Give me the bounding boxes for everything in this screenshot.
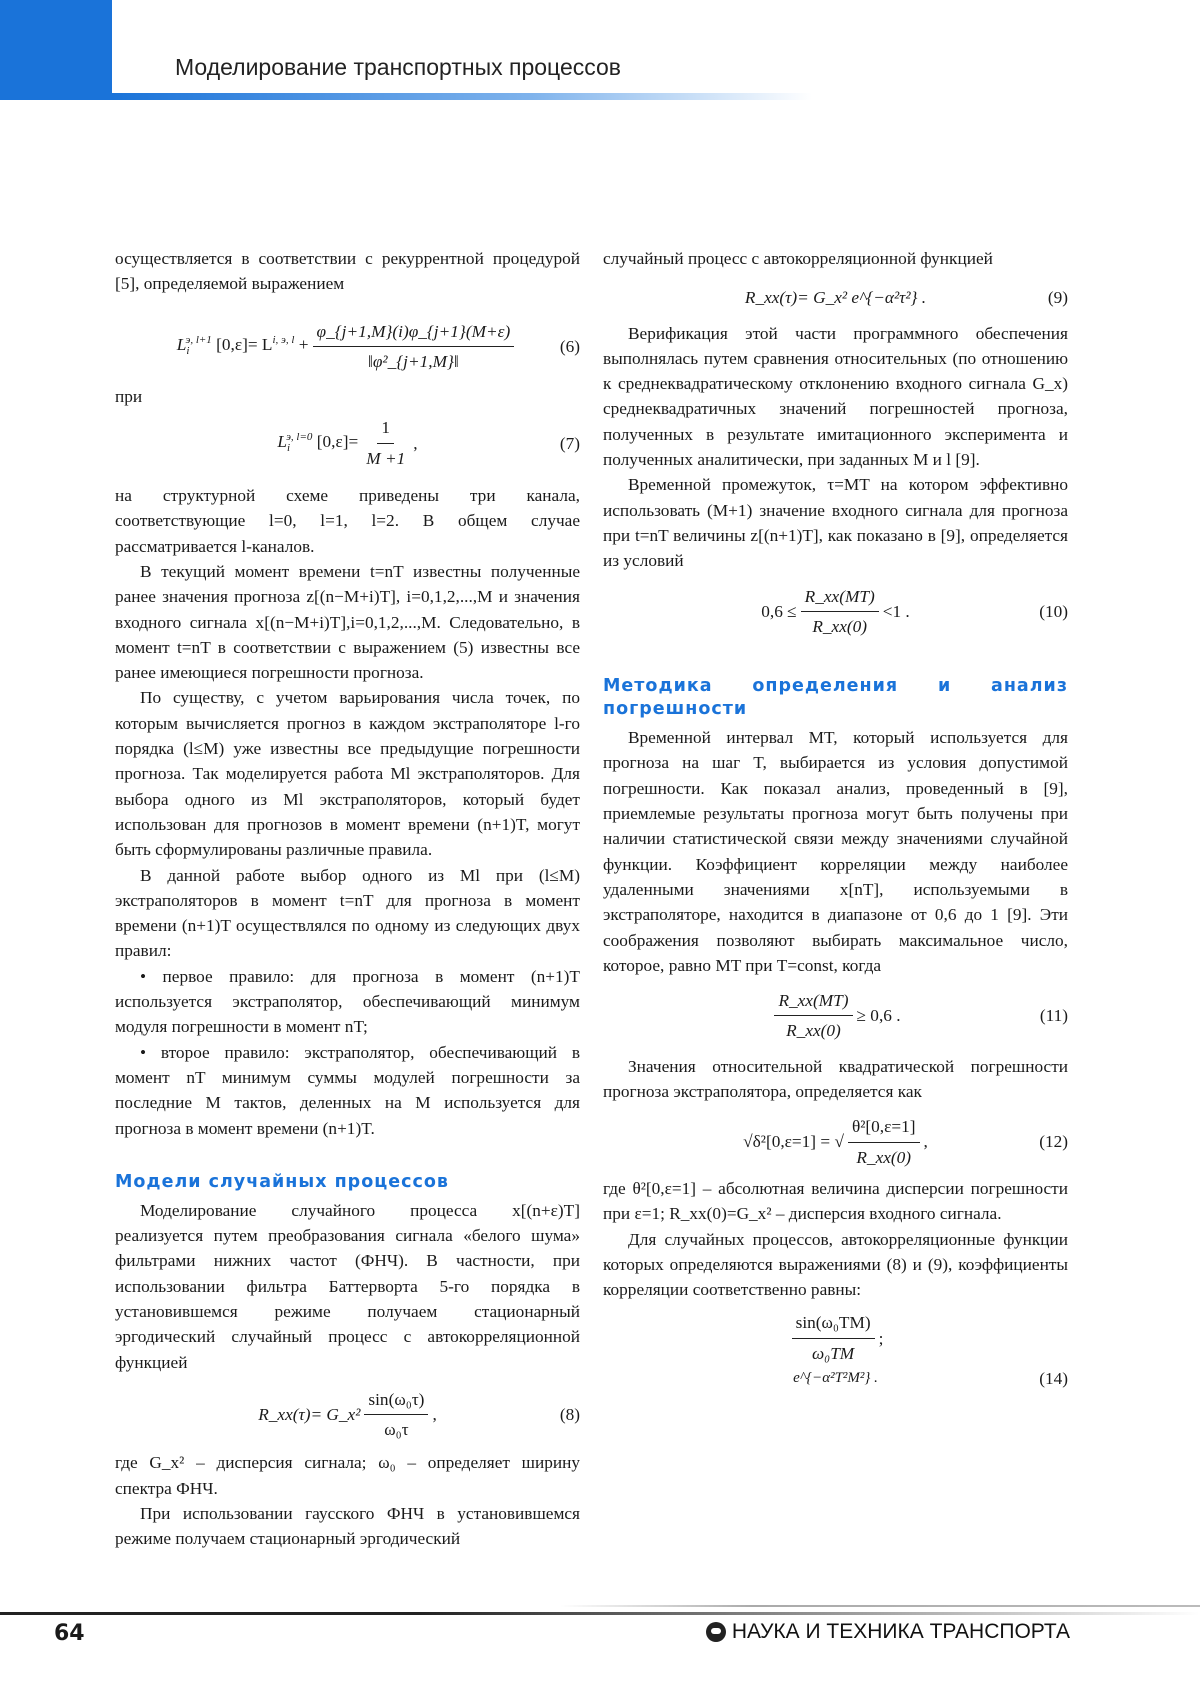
journal-name: НАУКА И ТЕХНИКА ТРАНСПОРТА — [706, 1620, 1070, 1644]
formula-7: $L_i^{э, l=0}$ [0,ε]= $\frac{1}{M +1}$ , (7) — [115, 415, 580, 471]
header-color-block — [0, 0, 112, 100]
paragraph: Значения относительной квадратической погрешности прогноза экстраполятора, определяется как — [603, 1056, 1068, 1102]
bullet-item: • второе правило: экстраполятор, обеспечивающий в момент nT минимум суммы модулей погрешности за последние M тактов, деленных на M используется для прогноза в момент времени (n+1)T. — [115, 1042, 580, 1138]
paragraph: При использовании гаусского ФНЧ в установившемся режиме получаем стационарный эргодический — [115, 1504, 580, 1549]
paragraph: В данной работе выбор одного из Ml при (l≤M) экстраполяторов в момент t=nT для прогноза в момент времени (n+1)T осуществлялся по одному из следующих двух правил: — [115, 865, 580, 961]
section-heading: Модели случайных процессов — [115, 1171, 449, 1192]
paragraph: случайный процесс с автокорреляционной функцией — [603, 249, 993, 268]
bullet-item: • первое правило: для прогноза в момент (n+1)T используется экстраполятор, обеспечивающий минимум модуля погрешности в момент nT; — [115, 966, 580, 1037]
paragraph: осуществляется в соответствии с рекуррентной процедурой [5], определяемой выражением — [115, 249, 580, 294]
formula-6 — [115, 319, 580, 375]
equation-number: (11) — [1039, 1006, 1068, 1026]
paragraph: Временной интервал MT, который используется для прогноза на шаг T, выбирается из условия допустимой погрешности. Как показал анализ, проведенный в [9], приемлемые результаты прогноза могут быть получены при наличии статистической связи между значениями случайной функции. Коэффициент корреляции между наиболее удаленными значениями x[nT], используемыми в экстраполяторе, находится в диапазоне от 0,6 до 1 [9]. Эти соображения позволяют выбирать максимальное число, которое, равно MT при T=const, когда — [603, 728, 1068, 975]
equation-number: (14) — [1039, 1368, 1068, 1388]
paragraph: где G_x² – дисперсия сигнала; ω₀ – определяет ширину спектра ФНЧ. — [115, 1453, 580, 1498]
equation-number: (9) — [1047, 288, 1068, 308]
right-column — [603, 246, 1068, 1391]
equation-number: (8) — [559, 1405, 580, 1425]
formula-14: e^{−α²T²M²} . (14) — [603, 1366, 1068, 1391]
paragraph: Для случайных процессов, автокорреляционные функции которых определяются выражениями (8) и (9), коэффициенты корреляции соответственно равны: — [603, 1229, 1068, 1300]
formula-10: 0,6 ≤ $\frac{R\_xx(MT)}{R\_xx(0)}$ <1 . (10) — [603, 584, 1068, 640]
journal-logo-icon — [706, 1622, 726, 1642]
formula-fraction: $\frac{R\_xx(MT)}{R\_xx(0)}$ — [801, 584, 879, 640]
paragraph: Временной промежуток, τ=MT на котором эффективно использовать (M+1) значение входного сигнала для прогноза при t=nT величины z[(n+1)T], как показано в [9], определяется из условий — [603, 475, 1068, 571]
paragraph: По существу, с учетом варьирования числа точек, по которым вычисляется прогноз в каждом экстраполяторе l-го порядка (l≤M) уже известны все предыдущие погрешности прогноза. Так моделируется работа Ml экстраполяторов. Для выбора одного из Ml экстраполяторов, который будет использован для прогнозов в момент времени (n+1)T, могут быть сформулированы различные правила. — [115, 688, 580, 860]
formula-8: R_xx(τ)= G_x² $\frac{\text{sin(ω₀τ)}}{\text{ω₀τ}}$ , (8) — [115, 1387, 580, 1443]
formula-fraction: $\frac{\text{θ²[0,ε=1]}}{R\_xx(0)}$ — [848, 1114, 920, 1170]
formula-lhs: $L_i^{э, l+1}$ $[0,\varepsilon]= L^{i, э, l}$ + — [176, 334, 309, 358]
formula-fraction: $\frac{\text{sin(ω₀τ)}}{\text{ω₀τ}}$ — [364, 1387, 428, 1443]
page-number: 64 — [54, 1621, 85, 1646]
footer-rule-upper — [560, 1605, 1200, 1607]
formula-11: $\frac{R\_xx(MT)}{R\_xx(0)}$ ≥ 0,6 . (11) — [603, 988, 1068, 1044]
formula-13: $\frac{\text{sin(ω₀TM)}}{\text{ω₀TM}}$ ; — [603, 1310, 1068, 1366]
equation-number: (7) — [559, 433, 580, 453]
formula-9: R_xx(τ)= G_x² e^{−α²τ²} . (9) — [603, 285, 1068, 310]
formula-fraction: $\frac{R\_xx(MT)}{R\_xx(0)}$ — [774, 988, 852, 1044]
paragraph: при — [115, 387, 143, 407]
paragraph: Моделирование случайного процесса x[(n+ε)T] реализуется путем преобразования сигнала «белого шума» фильтрами нижних частот (ФНЧ). В частности, при использовании фильтра Баттерворта 5-го порядка в установившемся режиме получаем стационарный эргодический случайный процесс с автокорреляционной функцией — [115, 1200, 580, 1372]
left-column — [115, 246, 580, 1552]
formula-fraction: $\frac{\text{sin(ω₀TM)}}{\text{ω₀TM}}$ — [792, 1310, 875, 1366]
formula-fraction: $\frac{1}{M +1}$ — [362, 415, 409, 471]
footer-rule — [0, 1612, 1200, 1615]
paragraph: где θ²[0,ε=1] – абсолютная величина дисперсии погрешности при ε=1; R_xx(0)=G_x² – дисперсия входного сигнала. — [603, 1178, 1068, 1224]
section-heading: Методика определения и анализ погрешности — [603, 676, 1068, 720]
formula-lhs: $L_i^{э, l=0}$ [0,ε]= — [277, 431, 359, 455]
equation-number: (12) — [1039, 1132, 1068, 1152]
paragraph: на структурной схеме приведены три канала, соответствующие l=0, l=1, l=2. В общем случае рассматривается l-каналов. — [115, 486, 580, 556]
running-header-title: Моделирование транспортных процессов — [175, 54, 622, 80]
equation-number: (6) — [559, 336, 580, 356]
equation-number: (10) — [1039, 601, 1068, 621]
formula-fraction: $\frac{\varphi\_\{j+1,M\}(i)\varphi\_\{j+1\}(M+\varepsilon)}{\text{‖φ²\_\{j+1,M\}‖}}$ — [313, 319, 515, 375]
paragraph: В текущий момент времени t=nT известны полученные ранее значения прогноза z[(n−M+i)T], i=0,1,2,...,M и значения входного сигнала x[(n−M+i)T],i=0,1,2,...,M. Следовательно, в момент t=nT в соответствии с выражением (5) известны все ранее имеющиеся погрешности прогноза. — [115, 561, 580, 683]
formula-12: √δ²[0,ε=1] = √ $\frac{\text{θ²[0,ε=1]}}{R\_xx(0)}$ , (12) — [603, 1114, 1068, 1170]
header-gradient-bar — [112, 93, 812, 100]
paragraph: Верификация этой части программного обеспечения выполнялась путем сравнения относительных (по отношению к среднеквадратическому отклонению входного сигнала G_x) среднеквадратичных значений погрешностей прогноза, полученных в результате имитационного эксперимента и полученных аналитически, при заданных M и l [9]. — [603, 323, 1068, 470]
